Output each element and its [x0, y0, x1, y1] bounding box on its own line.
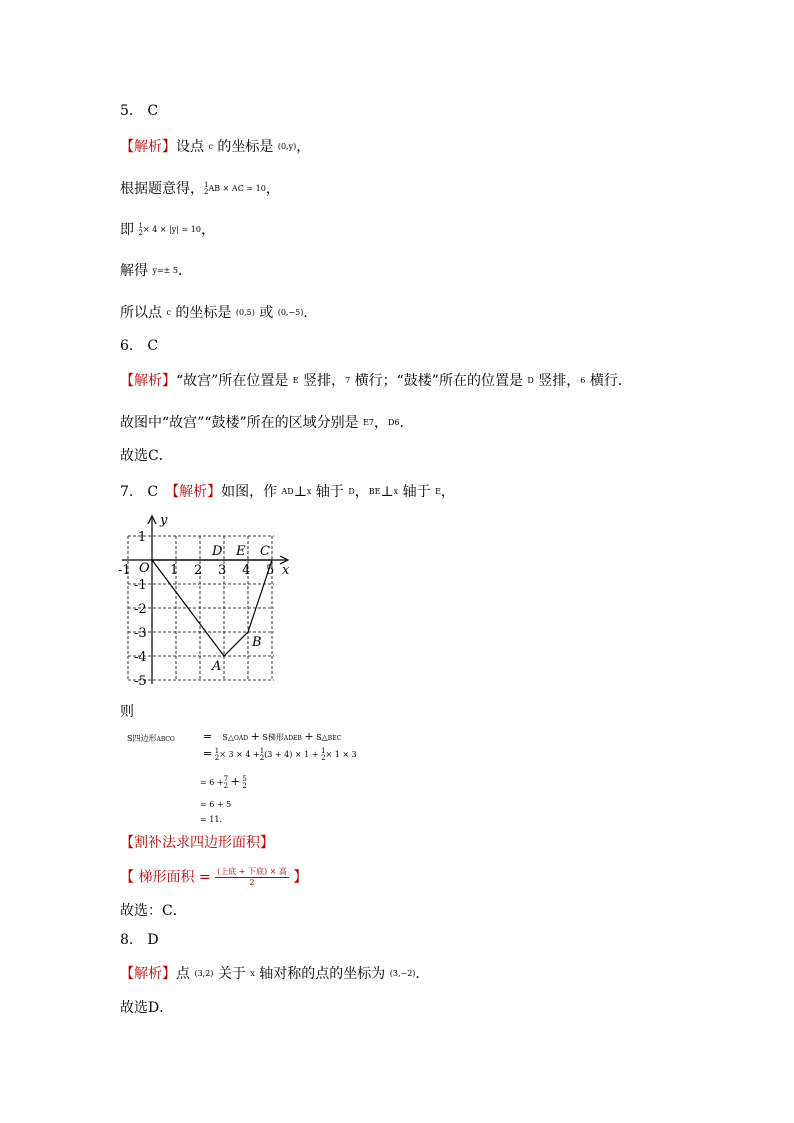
q5-line2: 根据题意得， 1 2 AB × AC = 10， [120, 181, 280, 197]
trapezoid-formula: 【 梯形面积 = $\frac{\text{(上底 + 下底) × 高}}{2}$ 】 [120, 867, 308, 887]
x-tick: -1 [118, 563, 131, 578]
analysis-tag: 【解析】 [120, 966, 176, 982]
q8-answer: 故选D． [120, 1000, 174, 1016]
x-tick: 3 [218, 563, 227, 578]
y-axis-label: y [160, 513, 168, 528]
point-a-label: A [212, 659, 222, 674]
calc-row-4: = 6 + 5 [200, 800, 232, 809]
calc-row-1: S四边形ABCO [127, 734, 175, 743]
point-b-label: B [252, 635, 262, 650]
point-c-label: C [260, 544, 270, 559]
q6-title: 6. C [120, 338, 159, 354]
point-e-label: E [236, 544, 246, 559]
y-tick: -1 [134, 578, 147, 593]
coordinate-graph [114, 510, 294, 690]
q7-line1: 7. C 【解析】如图，作 AD⊥x 轴于 D，BE⊥x 轴于 E， [120, 484, 455, 500]
x-tick: 4 [242, 563, 251, 578]
calc-row-3: = 6 + 7 2 + 5 2 [200, 775, 247, 790]
q5-line1: 【解析】设点 c 的坐标是 (0,y)， [120, 139, 311, 155]
q6-line1: 【解析】“故宫”所在位置是 E 竖排，7 横行；“鼓楼”所在的位置是 D 竖排，6 横行． [120, 373, 632, 389]
y-tick: -4 [134, 650, 147, 665]
calc-row-5: = 11. [200, 815, 222, 824]
q5-line3: 即 1 2 × 4 × |y| = 10， [120, 222, 215, 238]
q5-line5: 所以点 c 的坐标是 (0,5) 或 (0,−5)． [120, 305, 318, 321]
analysis-tag: 【解析】 [120, 139, 176, 155]
x-tick: 2 [194, 563, 203, 578]
x-tick: 5 [266, 563, 275, 578]
q5-title: 5. C [120, 103, 159, 119]
then-label: 则 [120, 704, 134, 720]
q6-answer: 故选C． [120, 448, 173, 464]
analysis-tag: 【解析】 [120, 373, 176, 389]
q8-line1: 【解析】点 (3,2) 关于 x 轴对称的点的坐标为 (3,−2)． [120, 966, 430, 982]
analysis-tag: 【解析】 [172, 484, 222, 500]
q6-line2: 故图中“故宫”“鼓楼”所在的区域分别是 E7，D6． [120, 415, 414, 431]
dashed-grid [128, 536, 274, 680]
q5-line4: 解得 y=± 5． [120, 263, 193, 279]
y-tick: -5 [134, 674, 147, 689]
calc-row-2: = 1 2 × 3 × 4 + 1 2 (3 + 4) × 1 + 1 2 × 1 × 3 [203, 747, 357, 762]
q8-title: 8. D [120, 932, 159, 948]
point-d-label: D [212, 544, 223, 559]
q7-answer: 故选：C． [120, 903, 187, 919]
origin-label: O [139, 561, 150, 576]
x-tick: 1 [170, 563, 179, 578]
y-tick: -3 [134, 626, 147, 641]
fraction: 1 2 [138, 222, 143, 237]
method-label: 【割补法求四边形面积】 [120, 835, 274, 851]
y-tick: -2 [134, 602, 147, 617]
fraction: 1 2 [204, 181, 209, 196]
x-axis-label: x [282, 563, 290, 578]
y-tick: 1 [138, 530, 147, 545]
